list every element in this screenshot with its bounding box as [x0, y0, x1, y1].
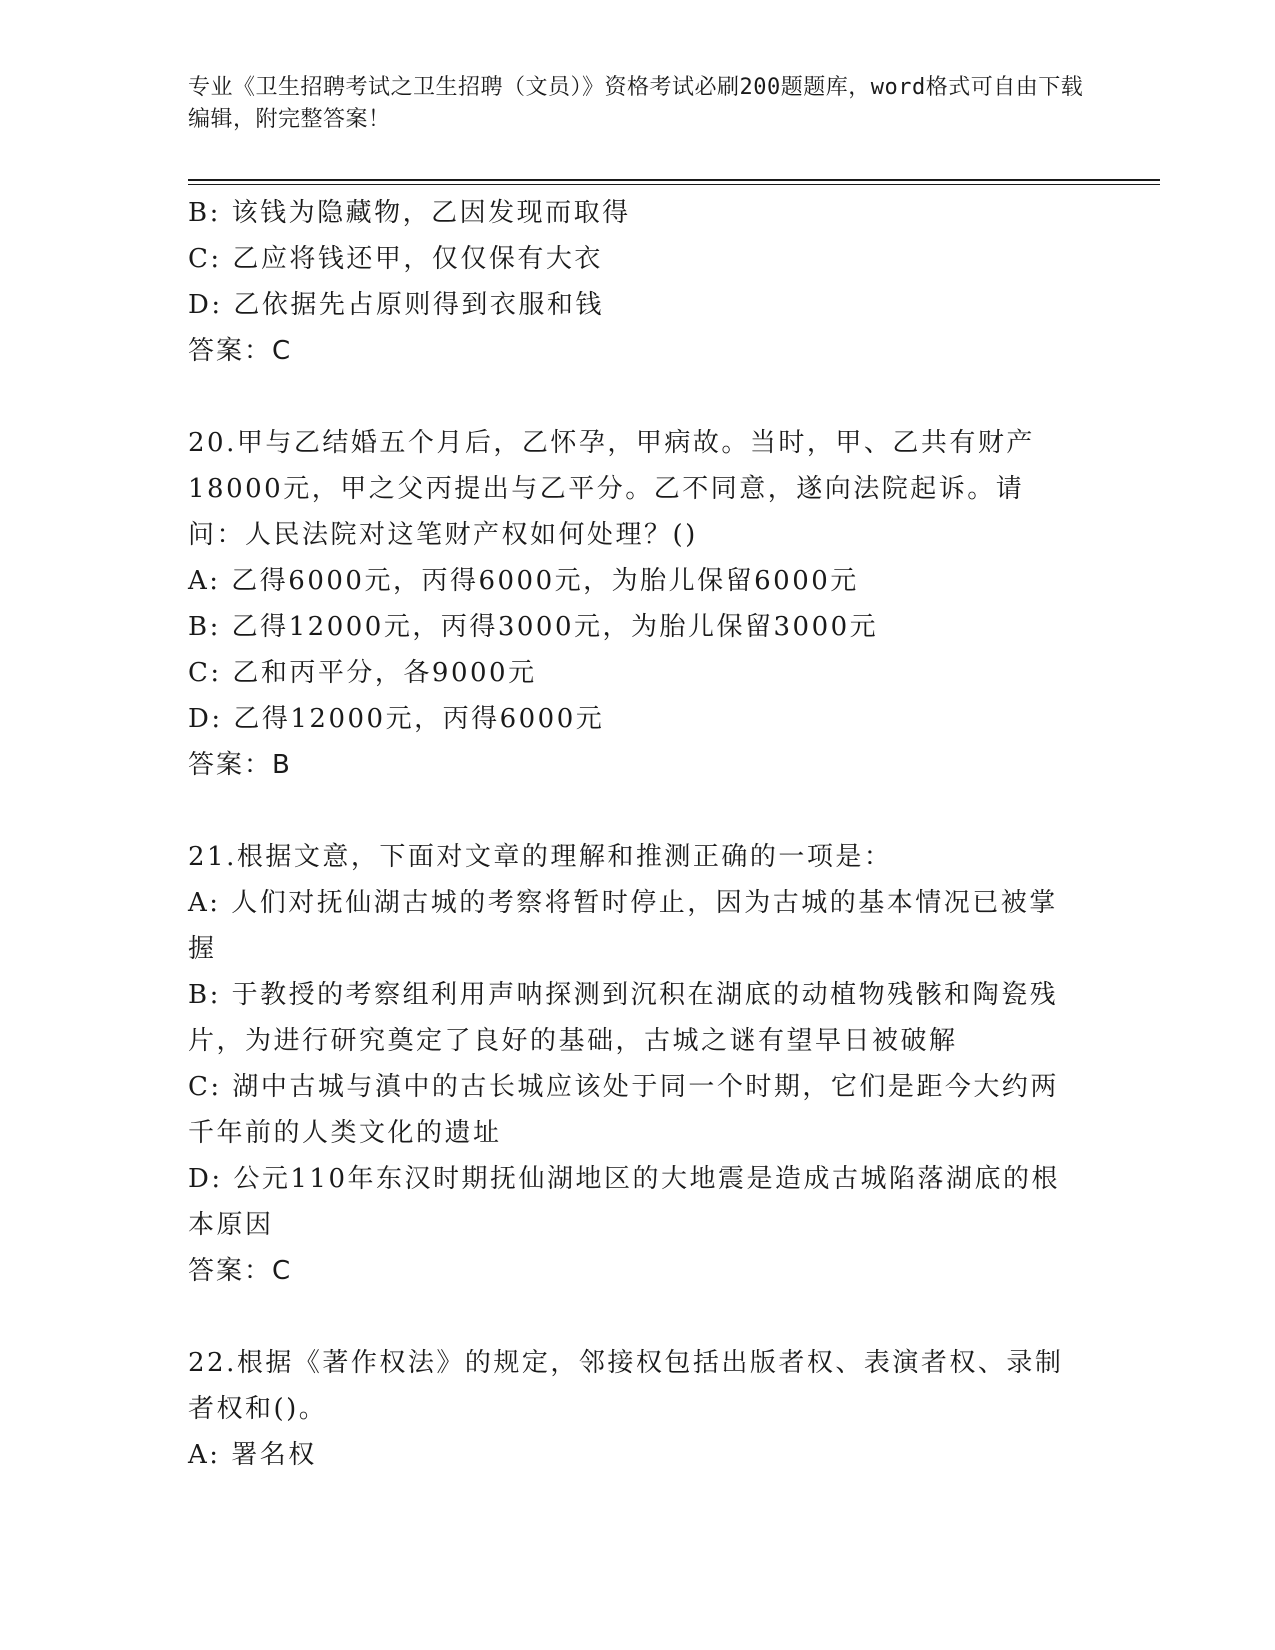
option-c: C: 乙应将钱还甲，仅仅保有大衣: [188, 244, 603, 274]
document-header: 专业《卫生招聘考试之卫生招聘（文员）》资格考试必刷200题题库，word格式可自由下载编辑，附完整答案！: [188, 75, 1084, 132]
question-19-continued: [188, 190, 1073, 374]
question-21: [188, 834, 1073, 1294]
question-stem: 22.根据《著作权法》的规定，邻接权包括出版者权、表演者权、录制者权和()。: [188, 1348, 1064, 1424]
answer-line: 答案：C: [188, 336, 293, 366]
option-b: B: 该钱为隐藏物，乙因发现而取得: [188, 198, 631, 228]
option-d: D: 乙得12000元，丙得6000元: [188, 704, 605, 734]
answer-line: 答案：B: [188, 750, 292, 780]
question-20: [188, 420, 1073, 788]
document-body: [188, 190, 1073, 1478]
option-d: D: 乙依据先占原则得到衣服和钱: [188, 290, 604, 320]
option-d: D: 公元110年东汉时期抚仙湖地区的大地震是造成古城陷落湖底的根本原因: [188, 1164, 1060, 1240]
question-22: [188, 1340, 1073, 1478]
spacer: [188, 788, 1073, 834]
option-a: A: 署名权: [188, 1440, 317, 1470]
option-a: A: 乙得6000元，丙得6000元，为胎儿保留6000元: [188, 566, 859, 596]
question-stem: 20.甲与乙结婚五个月后，乙怀孕，甲病故。当时，甲、乙共有财产18000元，甲之父丙提出与乙平分。乙不同意，遂向法院起诉。请问：人民法院对这笔财产权如何处理？(): [188, 428, 1035, 550]
header-divider-thin: [188, 184, 1160, 185]
option-b: B: 乙得12000元，丙得3000元，为胎儿保留3000元: [188, 612, 879, 642]
question-stem: 21.根据文意，下面对文章的理解和推测正确的一项是：: [188, 842, 893, 872]
option-c: C: 乙和丙平分，各9000元: [188, 658, 537, 688]
spacer: [188, 1294, 1073, 1340]
answer-line: 答案：C: [188, 1256, 293, 1286]
option-c: C: 湖中古城与滇中的古长城应该处于同一个时期，它们是距今大约两千年前的人类文化的遗址: [188, 1072, 1059, 1148]
option-a: A: 人们对抚仙湖古城的考察将暂时停止，因为古城的基本情况已被掌握: [188, 888, 1058, 964]
spacer: [188, 374, 1073, 420]
option-b: B: 于教授的考察组利用声呐探测到沉积在湖底的动植物残骸和陶瓷残片，为进行研究奠定了良好的基础，古城之谜有望早日被破解: [188, 980, 1059, 1056]
header-divider-thick: [188, 179, 1160, 181]
